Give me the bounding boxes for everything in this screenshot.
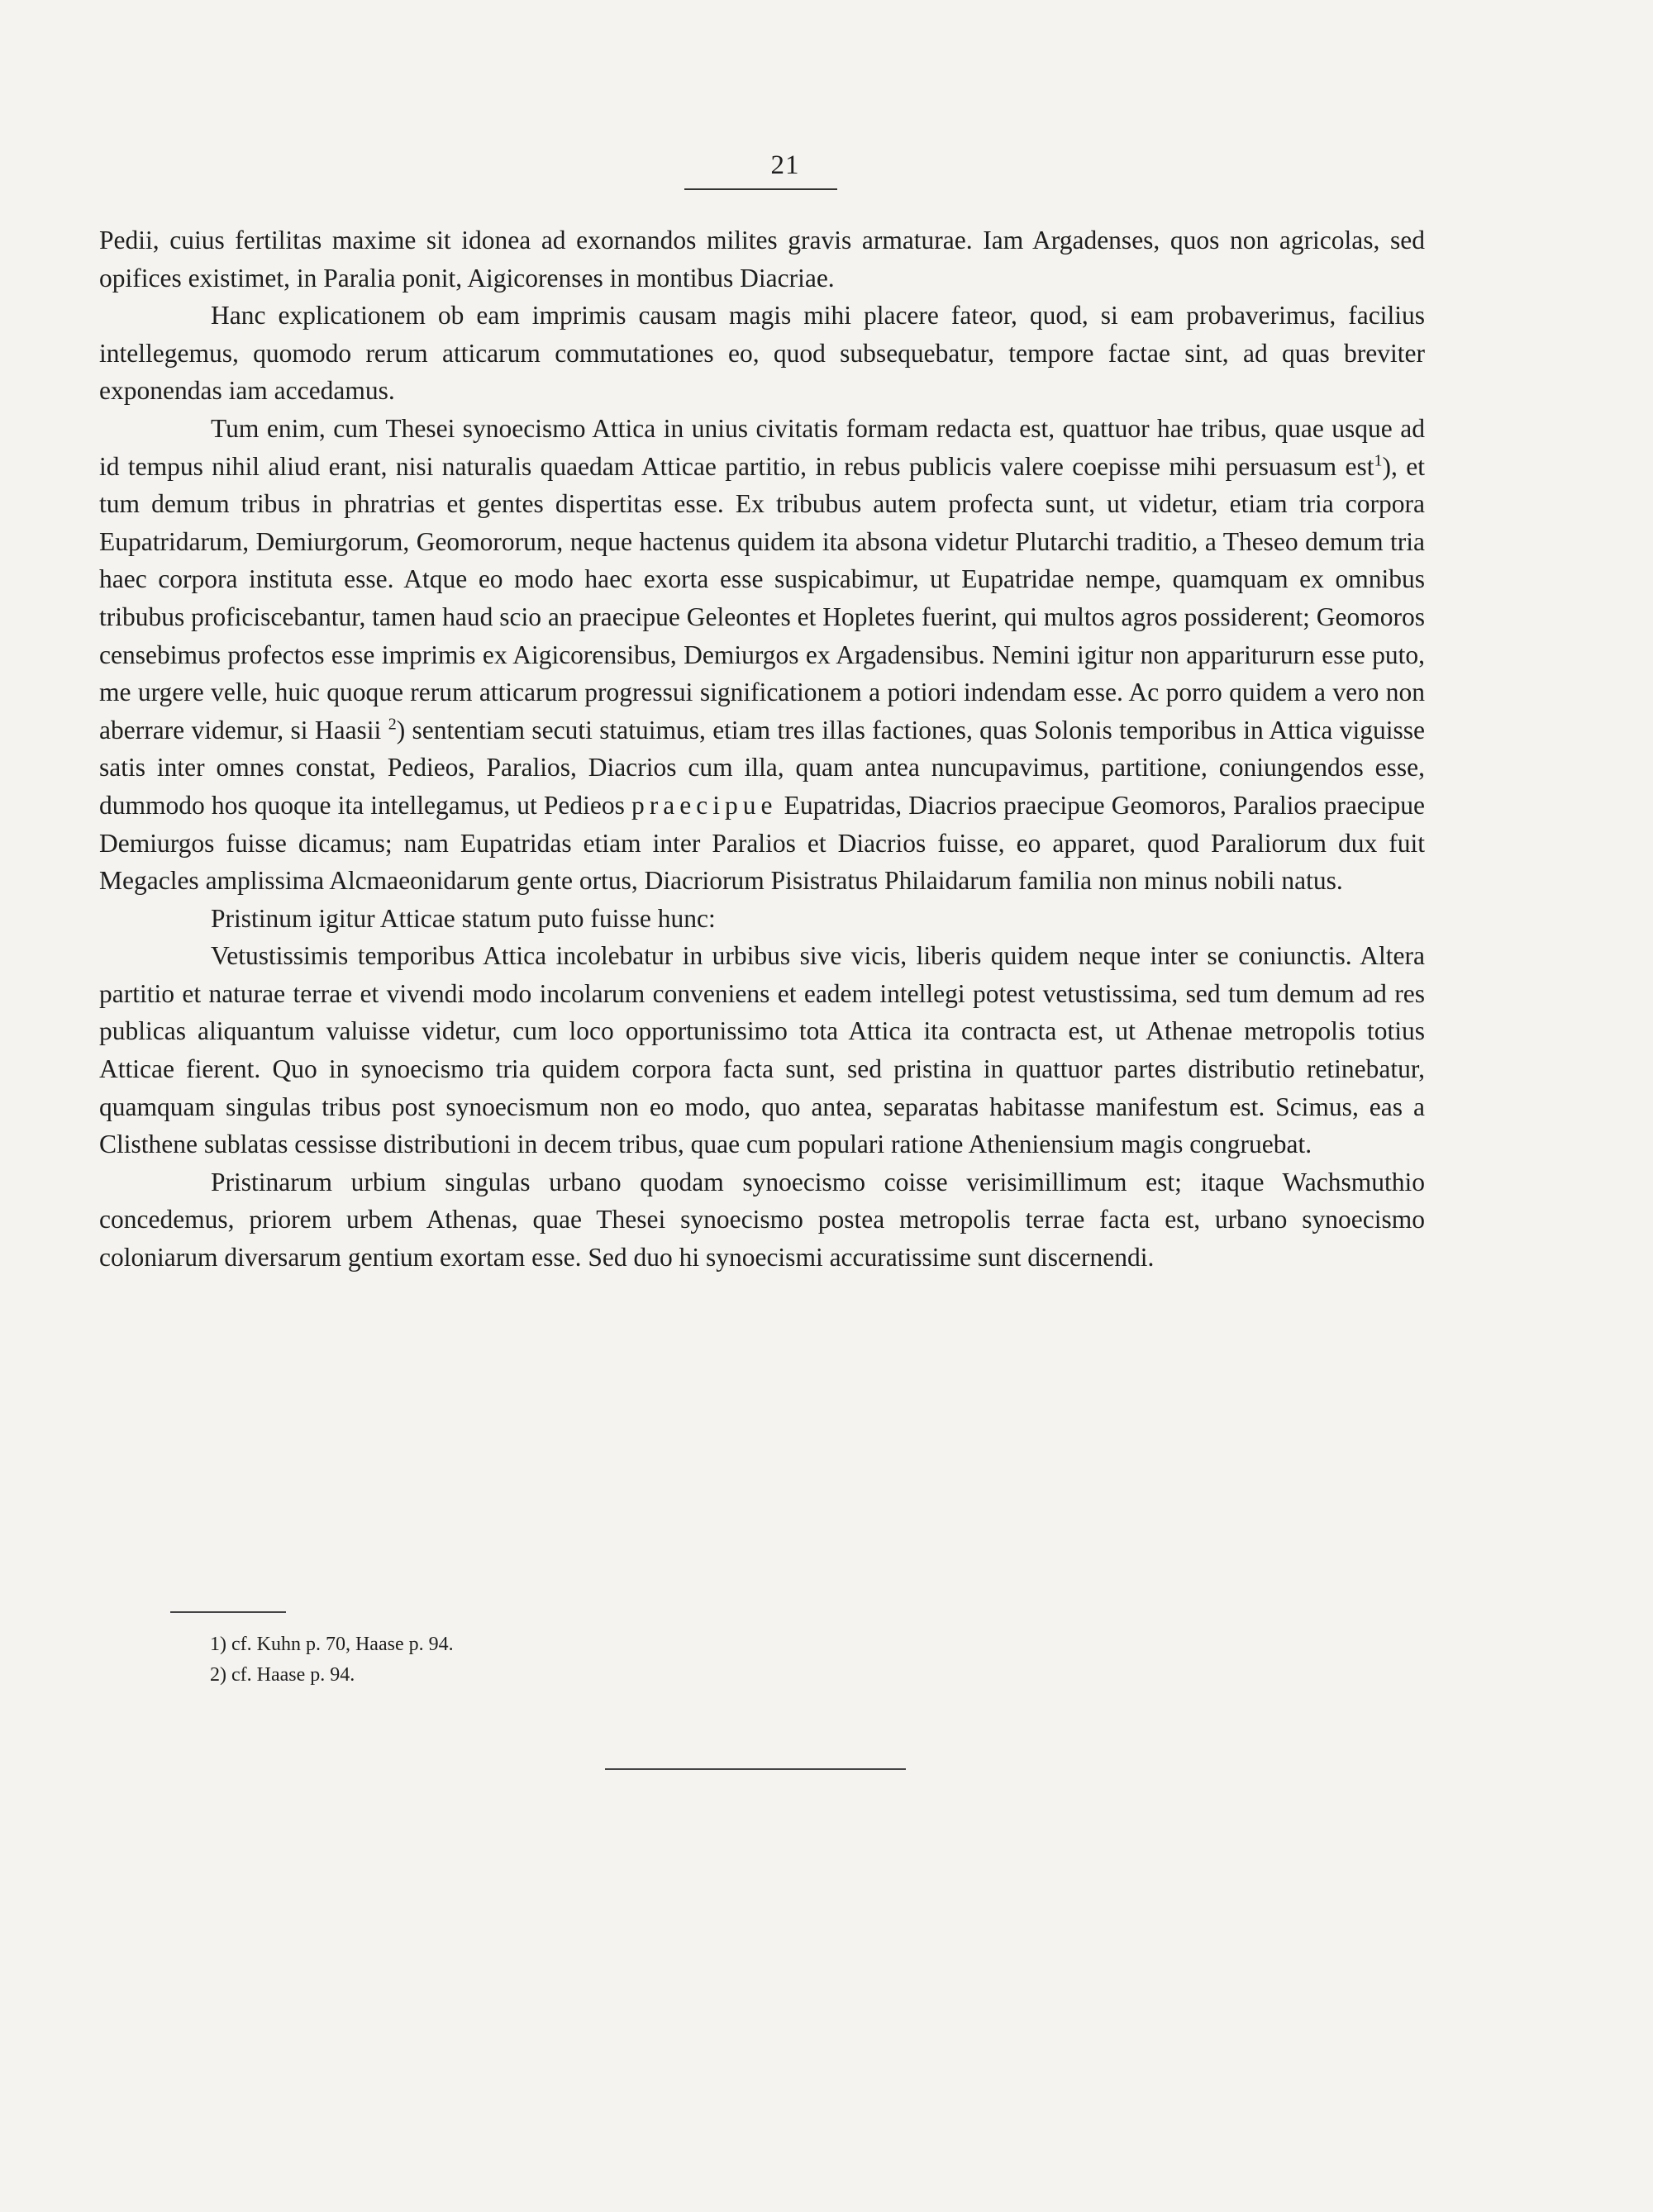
paragraph-3-part-b: ), et tum demum tribus in phratrias et gentes dispertitas esse. Ex tribubus autem profecta sunt, ut videtur, etiam tria corpora Eupatridarum, Demiurgorum, Geomororum, neque hactenus quidem ita absona videtur Plutarchi traditio, a Theseo demum tria haec corpora instituta esse. Atque eo modo haec exorta esse suspicabimur, ut Eupatridae nempe, quamquam ex omnibus tribubus proficiscebantur, tamen haud scio an praecipue Geleontes et Hopletes fuerint, qui multos agros possiderent; Geomoros censebimus profectos esse imprimis ex Aigicorensibus, Demiurgos ex Argadensibus. Nemini igitur non apparitururn esse puto, me urgere velle, huic quoque rerum atticarum progressui significationem a potiori indendam esse. Ac porro quidem a vero non aberrare videmur, si Haasii [99,451,1425,744]
body-text [99,221,1425,1277]
paragraph-2: Hanc explicationem ob eam imprimis causam magis mihi placere fateor, quod, si eam probaverimus, facilius intellegemus, quomodo rerum atticarum commutationes eo, quod subsequebatur, tempore factae sint, ad quas breviter exponendas iam accedamus. [99,301,1425,406]
footnote-ref-2: 2 [388,715,397,734]
footnote-1: 1) cf. Kuhn p. 70, Haase p. 94. [210,1634,454,1655]
footnote-ref-1: 1 [1374,451,1383,470]
paragraph-1: Pedii, cuius fertilitas maxime sit idonea ad exornandos milites gravis armaturae. Iam Argadenses, quos non agricolas, sed opifices existimet, in Paralia ponit, Aigicorenses in montibus Diacriae. [99,226,1425,293]
paragraph-5: Vetustissimis temporibus Attica incolebatur in urbibus sive vicis, liberis quidem neque inter se coniunctis. Altera partitio et naturae terrae et vivendi modo incolarum conveniens et eadem intellegi potest vetustissima, sed tum demum ad res publicas aliquantum valuisse videtur, cum loco opportunissimo tota Attica ita contracta est, ut Athenae metropolis totius Atticae fierent. Quo in synoecismo tria quidem corpora facta sunt, sed pristina in quattuor partes distributio retinebatur, quamquam singulas tribus post synoecismum non eo modo, quo antea, separatas habitasse manifestum est. Scimus, eas a Clisthene sublatas cessisse distributioni in decem tribus, quae cum populari ratione Atheniensium magis congruebat. [99,941,1425,1159]
footnote-2: 2) cf. Haase p. 94. [210,1664,355,1686]
paragraph-3-part-c: ) sententiam secuti statuimus, etiam tres illas factiones, quas Solonis temporibus in Attica viguisse satis inter omnes constat, Pedieos, Paralios, Diacrios cum illa, quam antea nuncupavimus, partitione, coniungendos esse, dummodo hos quoque ita intellegamus, ut Pedieos [99,715,1425,820]
paragraph-4: Pristinum igitur Atticae statum puto fuisse hunc: [211,903,716,933]
end-rule [605,1768,906,1770]
paragraph-6: Pristinarum urbium singulas urbano quodam synoecismo coisse verisimillimum est; itaque Wachsmuthio concedemus, priorem urbem Athenas, quae Thesei synoecismo postea metropolis terrae facta est, urbano synoecismo coloniarum diversarum gentium exortam esse. Sed duo hi synoecismi accuratissime sunt discernendi. [99,1167,1425,1272]
page-number: 21 [770,150,800,180]
footnotes [210,1629,871,1691]
paragraph-3-part-d: Eupatridas, Diacrios praecipue Geomoros, Paralios praecipue Demiurgos fuisse dicamus; nam Eupatridas etiam inter Paralios et Diacrios fuisse, eo apparet, quod Paraliorum dux fuit Megacles amplissima Alcmaeonidarum gente ortus, Diacriorum Pisistratus Philaidarum familia non minus nobili natus. [99,790,1425,896]
footnote-rule [170,1611,286,1613]
emphasis-spaced: praecipue [631,790,778,820]
paragraph-3-part-a: Tum enim, cum Thesei synoecismo Attica in unius civitatis formam redacta est, quattuor hae tribus, quae usque ad id tempus nihil aliud erant, nisi naturalis quaedam Atticae partitio, in rebus publicis valere coepisse mihi persuasum est [99,413,1425,481]
paragraph-3 [99,410,1425,900]
header-rule [684,188,837,190]
